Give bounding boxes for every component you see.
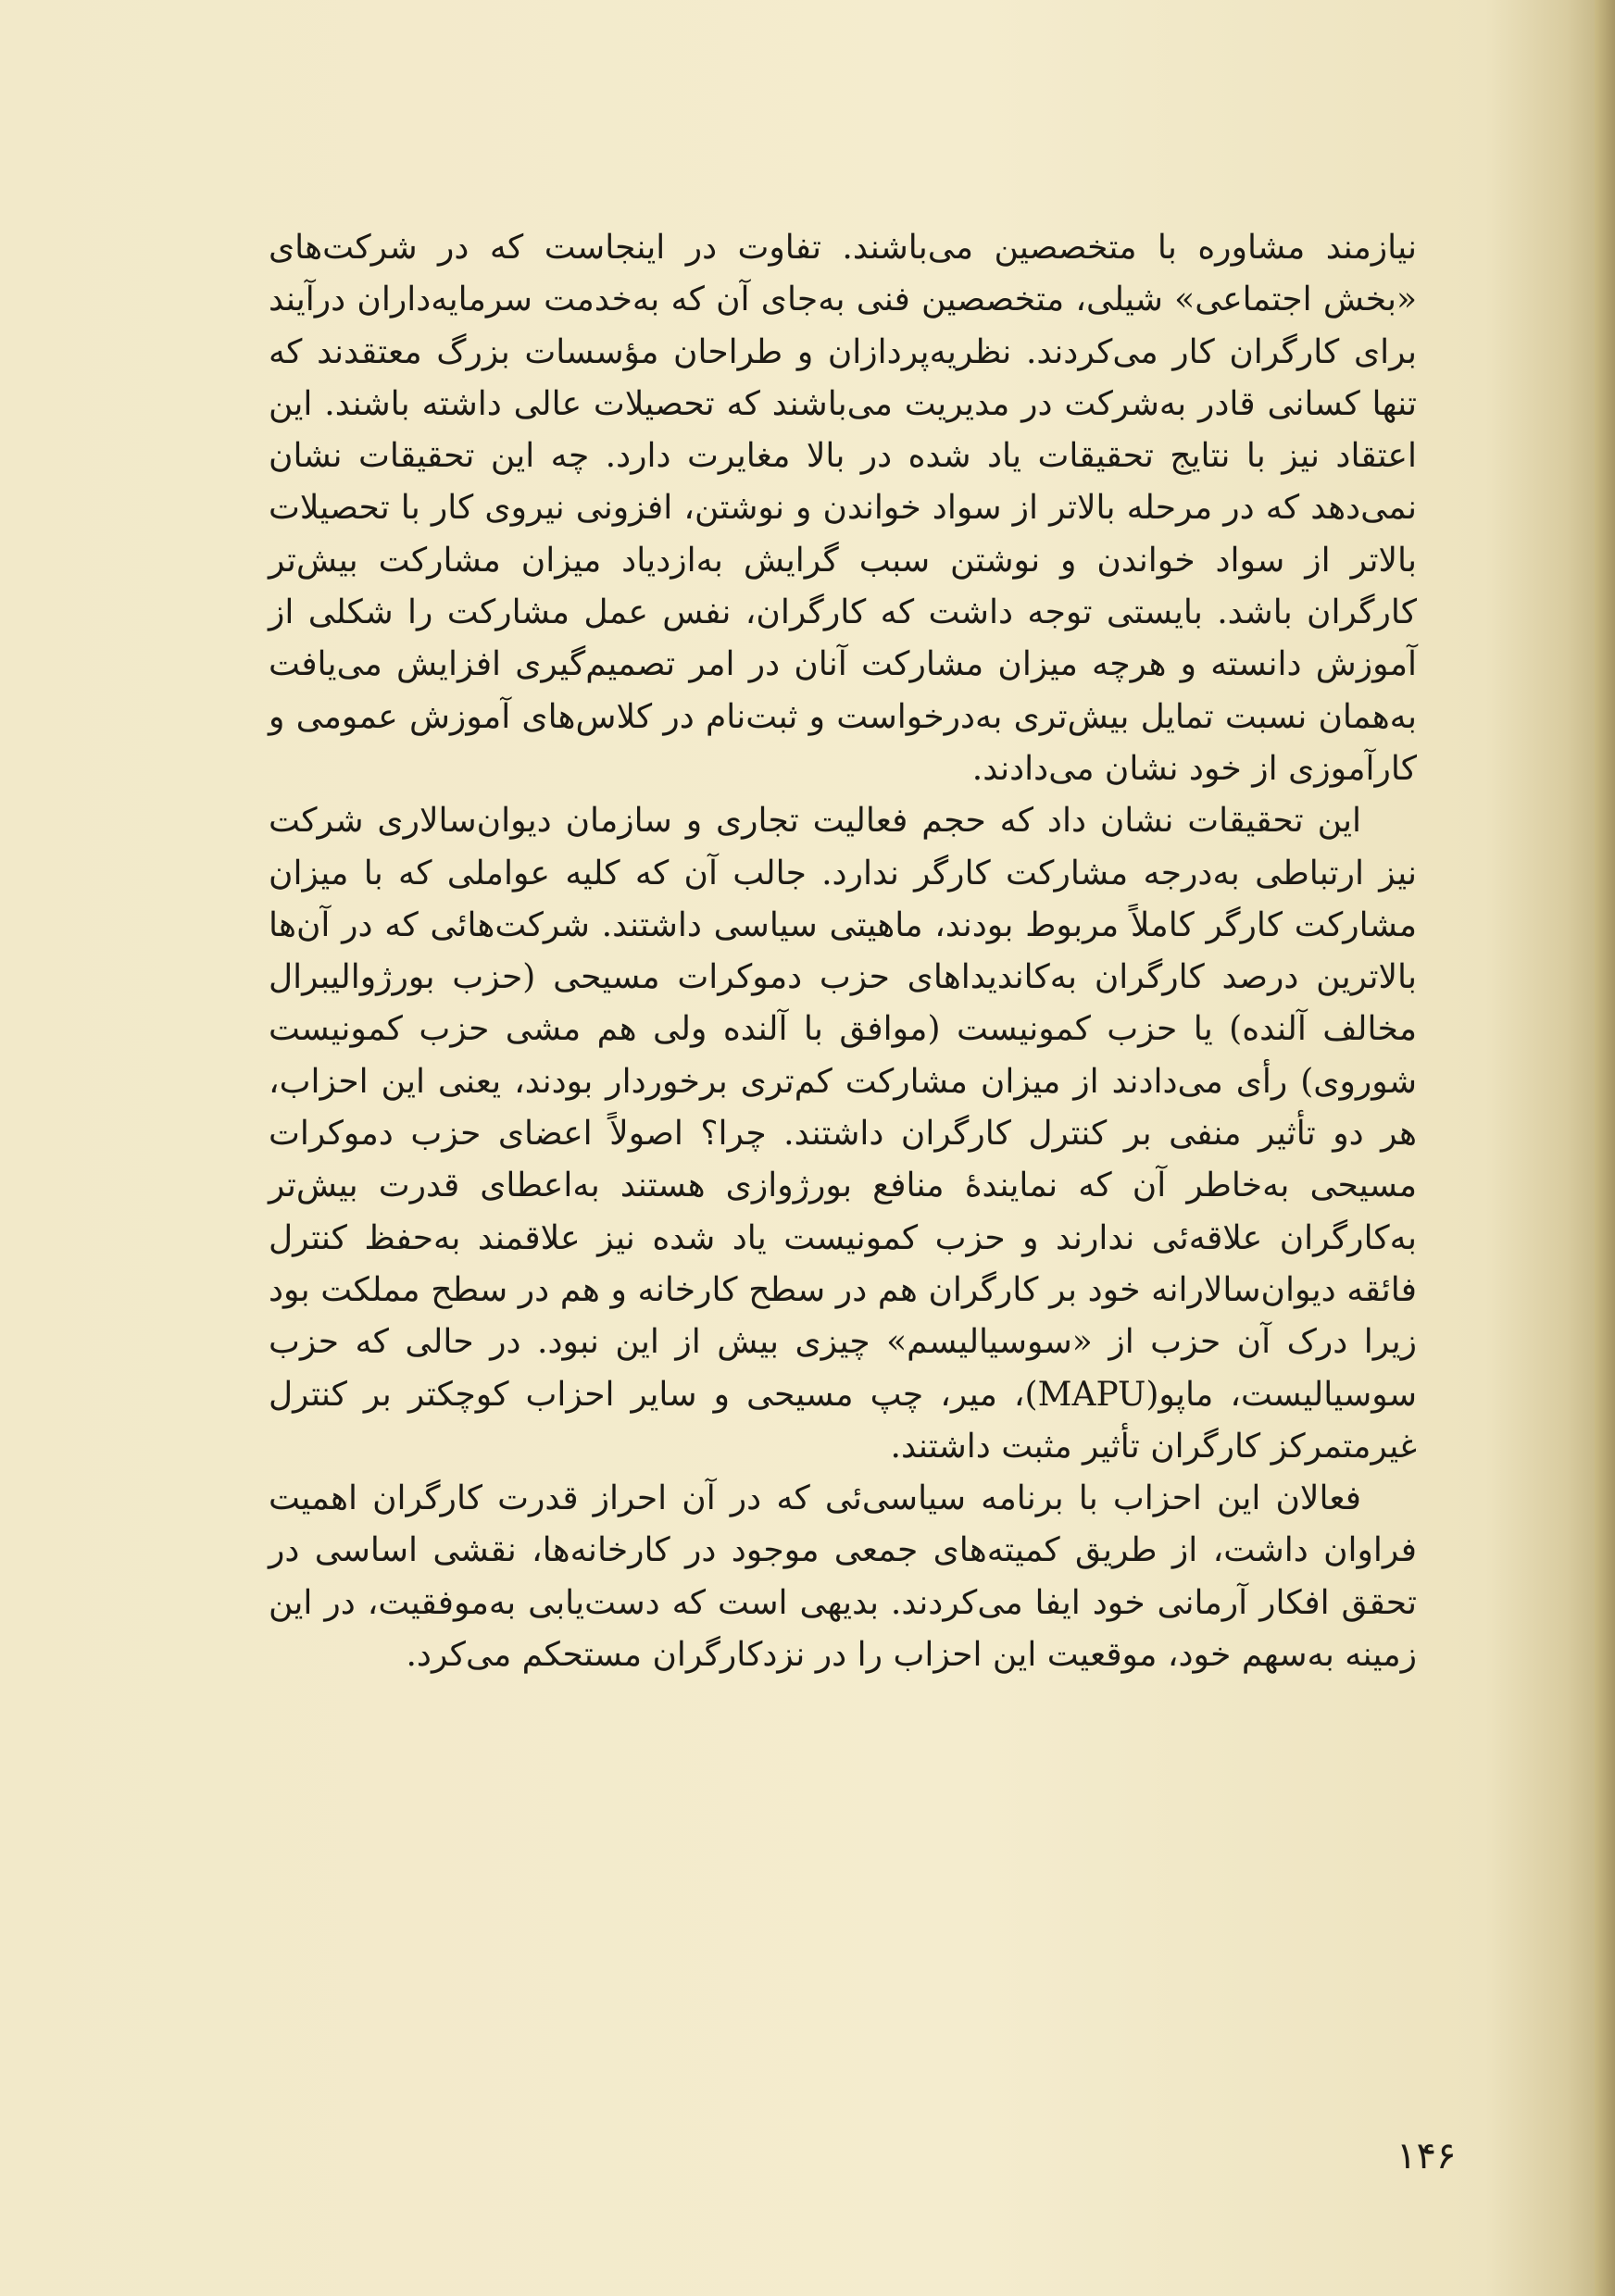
page-edge-shadow xyxy=(1595,0,1615,2296)
paragraph-3: فعالان این احزاب با برنامه سیاسی‌ئی که در آن احراز قدرت کارگران اهمیت فراوان داشت، از طریق کمیته‌های جمعی موجود در کارخانه‌ها، نقشی اساسی در تحقق افکار آرمانی خود ایفا می‌کردند. بدیهی است که دست‌یابی به‌موفقیت، در این زمینه به‌سهم خود، موقعیت این احزاب را در نزدکارگران مستحکم می‌کرد. xyxy=(269,1479,1417,1675)
paragraph-2: این تحقیقات نشان داد که حجم فعالیت تجاری و سازمان دیوان‌سالاری شرکت نیز ارتباطی به‌درجه مشارکت کارگر ندارد. جالب آن که کلیه عواملی که با میزان مشارکت کارگر کاملاً مربوط بودند، ماهیتی سیاسی داشتند. شرکت‌هائی که در آن‌ها بالاترین درصد کارگران به‌کاندیداهای حزب دموکرات مسیحی (حزب بورژوالیبرال مخالف آلنده) یا حزب کمونیست (موافق با آلنده ولی هم مشی حزب کمونیست شوروی) رأی می‌دادند از میزان مشارکت کم‌تری برخوردار بودند، یعنی این احزاب، هر دو تأثیر منفی بر کنترل کارگران داشتند. چرا؟ اصولاً اعضای حزب دموکرات مسیحی به‌خاطر آن که نمایندهٔ منافع بورژوازی هستند به‌اعطای قدرت بیش‌تر به‌کارگران علاقه‌ئی ندارند و حزب کمونیست یاد شده نیز علاقمند به‌حفظ کنترل فائقه دیوان‌سالارانه خود بر کارگران هم در سطح کارخانه و هم در سطح مملکت بود زیرا درک آن حزب از «سوسیالیسم» چیزی بیش از این نبود. در حالی که حزب سوسیالیست، ماپو(MAPU)، میر، چپ مسیحی و سایر احزاب کوچکتر بر کنترل غیرمتمرکز کارگران تأثیر مثبت داشتند. xyxy=(269,802,1418,1466)
page-number: ۱۴۶ xyxy=(1396,2135,1457,2177)
paragraph-1: نیازمند مشاوره با متخصصین می‌باشند. تفاوت در اینجاست که در شرکت‌های «بخش اجتماعی» شیلی، متخصصین فنی به‌جای آن که به‌خدمت سرمایه‌داران درآیند برای کارگران کار می‌کردند. نظریه‌پردازان و طراحان مؤسسات بزرگ معتقدند که تنها کسانی قادر به‌شرکت در مدیریت می‌باشند که تحصیلات عالی داشته باشند. این اعتقاد نیز با نتایج تحقیقات یاد شده در بالا مغایرت دارد. چه این تحقیقات نشان نمی‌دهد که در مرحله بالاتر از سواد خواندن و نوشتن، افزونی نیروی کار با تحصیلات بالاتر از سواد خواندن و نوشتن سبب گرایش به‌ازدیاد میزان مشارکت بیش‌تر کارگران باشد. بایستی توجه داشت که کارگران، نفس عمل مشارکت را شکلی از آموزش دانسته و هرچه میزان مشارکت آنان در امر تصمیم‌گیری افزایش می‌یافت به‌همان نسبت تمایل بیش‌تری به‌درخواست و ثبت‌نام در کلاس‌های آموزش عمومی و کارآموزی از خود نشان می‌دادند. xyxy=(269,229,1417,788)
page-body-text xyxy=(269,222,1417,1681)
